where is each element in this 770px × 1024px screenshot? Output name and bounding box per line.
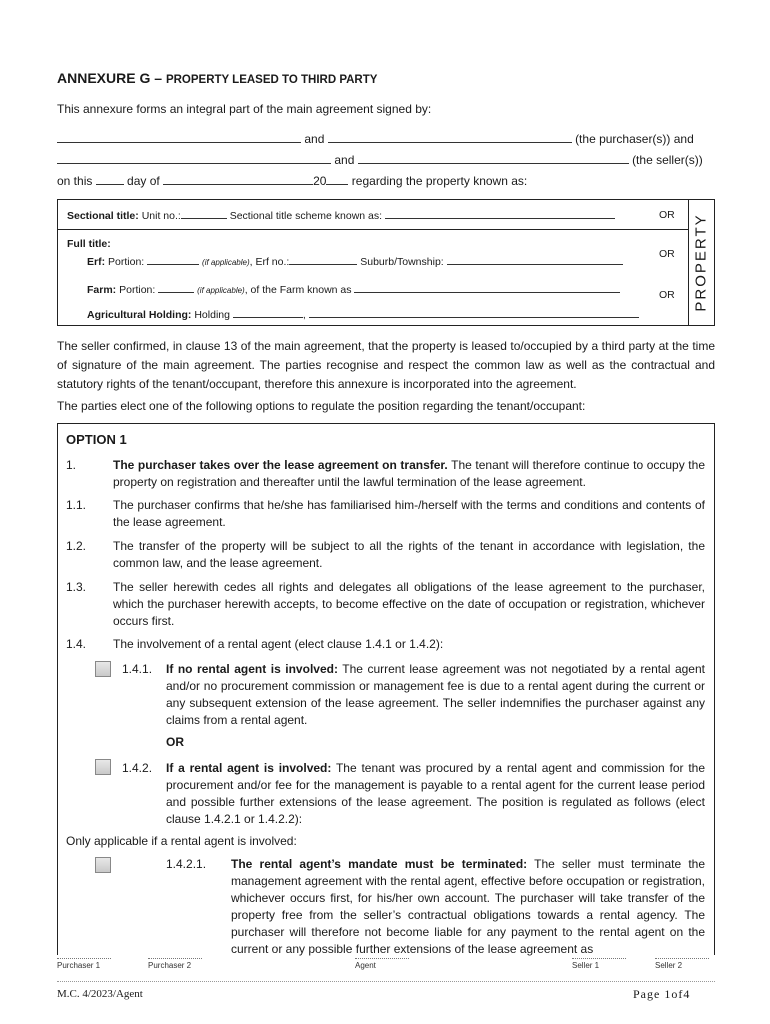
date-line: on this day of 20 regarding the property known as: [57, 174, 528, 188]
unit-no-blank[interactable] [181, 209, 227, 219]
clause-1-4: The involvement of a rental agent (elect clause 1.4.1 or 1.4.2): [113, 637, 444, 651]
full-title-label: Full title: [67, 238, 111, 250]
month-blank[interactable] [163, 173, 313, 185]
paragraph-elect: The parties elect one of the following options to regulate the position regarding the tenant/occupant: [57, 399, 586, 413]
clause-1-4-1: If no rental agent is involved: The current lease agreement was not negotiated by a rental agent and/or no procurement commission or management fee is due to a rental agent during the current or any subsequent extension of the lease agreement. The seller indemnifies the purchaser against any claims from a rental agent. [166, 662, 705, 727]
erf-portion-blank[interactable] [147, 255, 199, 265]
agri-row: Agricultural Holding: Holding , [87, 308, 639, 321]
purchaser-blank-2[interactable] [328, 131, 572, 143]
paragraph-confirmation: The seller confirmed, in clause 13 of the main agreement, that the property is leased to/occupied by a third party at the time of signature of the main agreement. The parties recognise and respect the common law as well as the contractual and statutory rights of the tenant/occupant, therefore this annexure is incorporated into the agreement. [57, 339, 715, 391]
clause-1-4-2-1-number: 1.4.2.1. [166, 857, 207, 871]
sig-purchaser-1[interactable]: Purchaser 1 [57, 958, 111, 970]
clause-1-1-number: 1.1. [66, 498, 87, 512]
clause-1-4-number: 1.4. [66, 637, 87, 651]
intro-text: This annexure forms an integral part of the main agreement signed by: [57, 102, 432, 116]
clause-1: The purchaser takes over the lease agreement on transfer. The tenant will therefore continue to occupy the property on registration and thereafter until the lawful termination of the lease agreement. [113, 458, 705, 489]
suburb-blank[interactable] [447, 255, 623, 265]
footer-reference: M.C. 4/2023/Agent [57, 988, 143, 1000]
clause-1-4-2: If a rental agent is involved: The tenant was procured by a rental agent and commission for the procurement and/or fee for the management is payable to a rental agent for the current lease period and possible further extensions of the lease agreement. The position is regulated as follows (elect clause 1.4.2.1 or 1.4.2.2): [166, 761, 705, 826]
farm-row: Farm: Portion: (if applicable), of the Farm known as [87, 283, 620, 296]
sig-purchaser-2[interactable]: Purchaser 2 [148, 958, 202, 970]
farm-name-blank[interactable] [354, 283, 620, 293]
seller-line: and (the seller(s)) [57, 152, 715, 167]
or-3: OR [659, 289, 675, 301]
clause-1-4-2-number: 1.4.2. [122, 761, 153, 775]
clause-1-3: The seller herewith cedes all rights and delegates all obligations of the lease agreement to the purchaser, which the purchaser herewith accepts, to become effective on the date of occupation or registration, whichever occurs first. [113, 580, 705, 628]
property-label: PROPERTY [693, 213, 710, 312]
checkbox-1-4-2[interactable] [95, 759, 111, 775]
sig-seller-2[interactable]: Seller 2 [655, 958, 709, 970]
annexure-title [57, 70, 377, 86]
clause-1-2-number: 1.2. [66, 539, 87, 553]
sig-agent[interactable]: Agent [355, 958, 409, 970]
checkbox-1-4-2-1[interactable] [95, 857, 111, 873]
clause-1-number: 1. [66, 458, 77, 472]
page-number: Page 1of4 [633, 987, 691, 1001]
erf-no-blank[interactable] [289, 255, 357, 265]
clause-1-2: The transfer of the property will be subject to all the rights of the tenant in accordance with legislation, the common law, and the lease agreement. [113, 539, 705, 570]
erf-row: Erf: Portion: (if applicable), Erf no.: Suburb/Township: [87, 255, 623, 268]
day-blank[interactable] [96, 173, 124, 185]
option-1-title: OPTION 1 [66, 432, 127, 447]
seller-blank-2[interactable] [358, 152, 629, 164]
or-clause: OR [166, 735, 184, 749]
property-box [57, 199, 715, 326]
purchaser-line: and (the purchaser(s)) and [57, 131, 715, 146]
holding-name-blank[interactable] [309, 308, 639, 318]
clause-1-4-2-1: The rental agent’s mandate must be terminated: The seller must terminate the management agreement with the rental agent, effective before occupation or registration, whichever occurs first, for his/her own account. The purchaser will take transfer of the property free from the seller’s contractual obligations towards a rental agency. The purchaser will therefore not become liable for any payment to the rental agent on the current or any possible further extensions of the lease agreement as [231, 857, 706, 956]
checkbox-1-4-1[interactable] [95, 661, 111, 677]
or-2: OR [659, 248, 675, 260]
clause-1-1: The purchaser confirms that he/she has familiarised him-/herself with the terms and conditions and contents of the lease agreement. [113, 498, 705, 529]
year-blank[interactable] [326, 173, 348, 185]
scheme-blank[interactable] [385, 209, 615, 219]
seller-blank-1[interactable] [57, 152, 331, 164]
holding-blank[interactable] [233, 308, 303, 318]
sectional-title-row: Sectional title: Unit no.: Sectional title scheme known as: [67, 209, 615, 222]
sig-seller-1[interactable]: Seller 1 [572, 958, 626, 970]
clause-1-4-1-number: 1.4.1. [122, 662, 153, 676]
title-main: ANNEXURE G [57, 70, 151, 86]
or-1: OR [659, 209, 675, 221]
purchaser-blank-1[interactable] [57, 131, 301, 143]
clause-1-3-number: 1.3. [66, 580, 87, 594]
title-sub: PROPERTY LEASED TO THIRD PARTY [165, 74, 378, 86]
farm-portion-blank[interactable] [158, 283, 194, 293]
footer-rule [57, 981, 715, 982]
title-separator: – [150, 70, 166, 86]
only-applicable-note: Only applicable if a rental agent is involved: [66, 834, 297, 848]
